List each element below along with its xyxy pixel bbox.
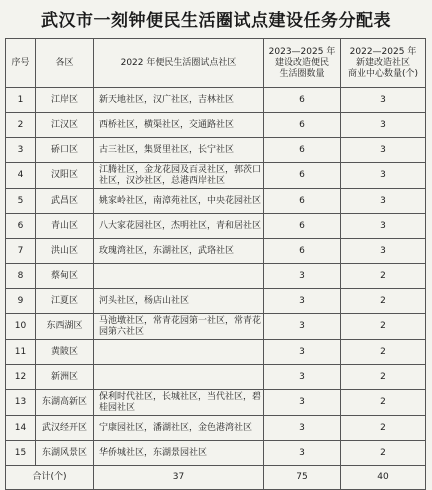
row-centers: 2 xyxy=(341,264,426,289)
row-circles: 6 xyxy=(264,138,341,163)
row-circles: 6 xyxy=(264,163,341,189)
row-centers: 3 xyxy=(341,214,426,239)
table-row xyxy=(6,314,426,340)
row-circles: 6 xyxy=(264,214,341,239)
row-circles: 3 xyxy=(264,289,341,314)
row-communities: 古三社区，集贤里社区，长宁社区 xyxy=(94,138,264,163)
row-number: 6 xyxy=(6,214,36,239)
row-number: 14 xyxy=(6,416,36,441)
row-district: 黄陂区 xyxy=(36,340,94,365)
row-circles: 6 xyxy=(264,239,341,264)
row-district: 东湖高新区 xyxy=(36,390,94,416)
header-no: 序号 xyxy=(6,39,36,88)
row-centers: 2 xyxy=(341,390,426,416)
total-centers: 40 xyxy=(341,466,426,490)
row-circles: 3 xyxy=(264,340,341,365)
row-centers: 3 xyxy=(341,189,426,214)
total-communities: 37 xyxy=(94,466,264,490)
row-communities: 八大家花园社区，杰明社区，青和居社区 xyxy=(94,214,264,239)
total-label: 合计(个) xyxy=(6,466,94,490)
table-row xyxy=(6,416,426,441)
row-number: 2 xyxy=(6,113,36,138)
table-row xyxy=(6,189,426,214)
row-centers: 2 xyxy=(341,441,426,466)
table-row xyxy=(6,289,426,314)
table-row xyxy=(6,340,426,365)
row-circles: 3 xyxy=(264,365,341,390)
row-centers: 3 xyxy=(341,113,426,138)
table-row xyxy=(6,214,426,239)
row-centers: 3 xyxy=(341,163,426,189)
row-district: 硚口区 xyxy=(36,138,94,163)
table-row xyxy=(6,113,426,138)
row-circles: 3 xyxy=(264,441,341,466)
row-centers: 2 xyxy=(341,365,426,390)
row-district: 东湖风景区 xyxy=(36,441,94,466)
table-row xyxy=(6,390,426,416)
row-communities: 玫瑰湾社区，东湖社区，武珞社区 xyxy=(94,239,264,264)
table-row xyxy=(6,365,426,390)
row-number: 12 xyxy=(6,365,36,390)
total-circles: 75 xyxy=(264,466,341,490)
row-district: 新洲区 xyxy=(36,365,94,390)
row-district: 洪山区 xyxy=(36,239,94,264)
header-district: 各区 xyxy=(36,39,94,88)
row-communities: 马池墩社区，常青花园第一社区，常青花园第六社区 xyxy=(94,314,264,340)
row-circles: 6 xyxy=(264,113,341,138)
row-number: 8 xyxy=(6,264,36,289)
header-row xyxy=(6,39,426,88)
row-district: 武昌区 xyxy=(36,189,94,214)
row-district: 蔡甸区 xyxy=(36,264,94,289)
table-row xyxy=(6,239,426,264)
row-centers: 2 xyxy=(341,340,426,365)
row-centers: 2 xyxy=(341,314,426,340)
row-district: 武汉经开区 xyxy=(36,416,94,441)
row-number: 3 xyxy=(6,138,36,163)
row-circles: 3 xyxy=(264,390,341,416)
row-communities: 江腾社区，金龙花园及百灵社区，郭茨口社区，汉沙社区，总港西岸社区 xyxy=(94,163,264,189)
row-centers: 2 xyxy=(341,289,426,314)
row-district: 江夏区 xyxy=(36,289,94,314)
row-number: 15 xyxy=(6,441,36,466)
row-centers: 3 xyxy=(341,239,426,264)
row-number: 10 xyxy=(6,314,36,340)
row-communities xyxy=(94,264,264,289)
row-district: 青山区 xyxy=(36,214,94,239)
page-title: 武汉市一刻钟便民生活圈试点建设任务分配表 xyxy=(41,11,391,31)
row-communities: 河头社区，杨店山社区 xyxy=(94,289,264,314)
row-communities: 姚家岭社区，南漳苑社区，中央花园社区 xyxy=(94,189,264,214)
table-row xyxy=(6,264,426,289)
header-communities: 2022 年便民生活圈试点社区 xyxy=(94,39,264,88)
row-district: 江岸区 xyxy=(36,88,94,113)
row-circles: 3 xyxy=(264,416,341,441)
row-circles: 6 xyxy=(264,88,341,113)
row-circles: 3 xyxy=(264,264,341,289)
table-row xyxy=(6,163,426,189)
task-allocation-table xyxy=(5,38,426,490)
row-communities xyxy=(94,365,264,390)
row-communities: 新天地社区，汉广社区，吉林社区 xyxy=(94,88,264,113)
row-communities xyxy=(94,340,264,365)
row-centers: 2 xyxy=(341,416,426,441)
row-number: 9 xyxy=(6,289,36,314)
row-centers: 3 xyxy=(341,138,426,163)
row-communities: 华侨城社区，东湖景园社区 xyxy=(94,441,264,466)
table-row xyxy=(6,441,426,466)
row-number: 1 xyxy=(6,88,36,113)
row-circles: 3 xyxy=(264,314,341,340)
row-district: 江汉区 xyxy=(36,113,94,138)
row-number: 4 xyxy=(6,163,36,189)
row-number: 13 xyxy=(6,390,36,416)
row-centers: 3 xyxy=(341,88,426,113)
total-row xyxy=(6,466,426,490)
row-district: 东西湖区 xyxy=(36,314,94,340)
row-district: 汉阳区 xyxy=(36,163,94,189)
table-row xyxy=(6,138,426,163)
row-number: 5 xyxy=(6,189,36,214)
table-row xyxy=(6,88,426,113)
row-number: 7 xyxy=(6,239,36,264)
row-communities: 西桥社区，横渠社区，交通路社区 xyxy=(94,113,264,138)
row-circles: 6 xyxy=(264,189,341,214)
row-communities: 保利时代社区，长城社区，当代社区，碧桂园社区 xyxy=(94,390,264,416)
row-communities: 宁康园社区，潘湖社区，金色港湾社区 xyxy=(94,416,264,441)
row-number: 11 xyxy=(6,340,36,365)
header-centers: 2022—2025 年 新建改造社区 商业中心数量(个) xyxy=(341,39,426,88)
header-circles: 2023—2025 年 建设改造便民 生活圈数量 xyxy=(264,39,341,88)
